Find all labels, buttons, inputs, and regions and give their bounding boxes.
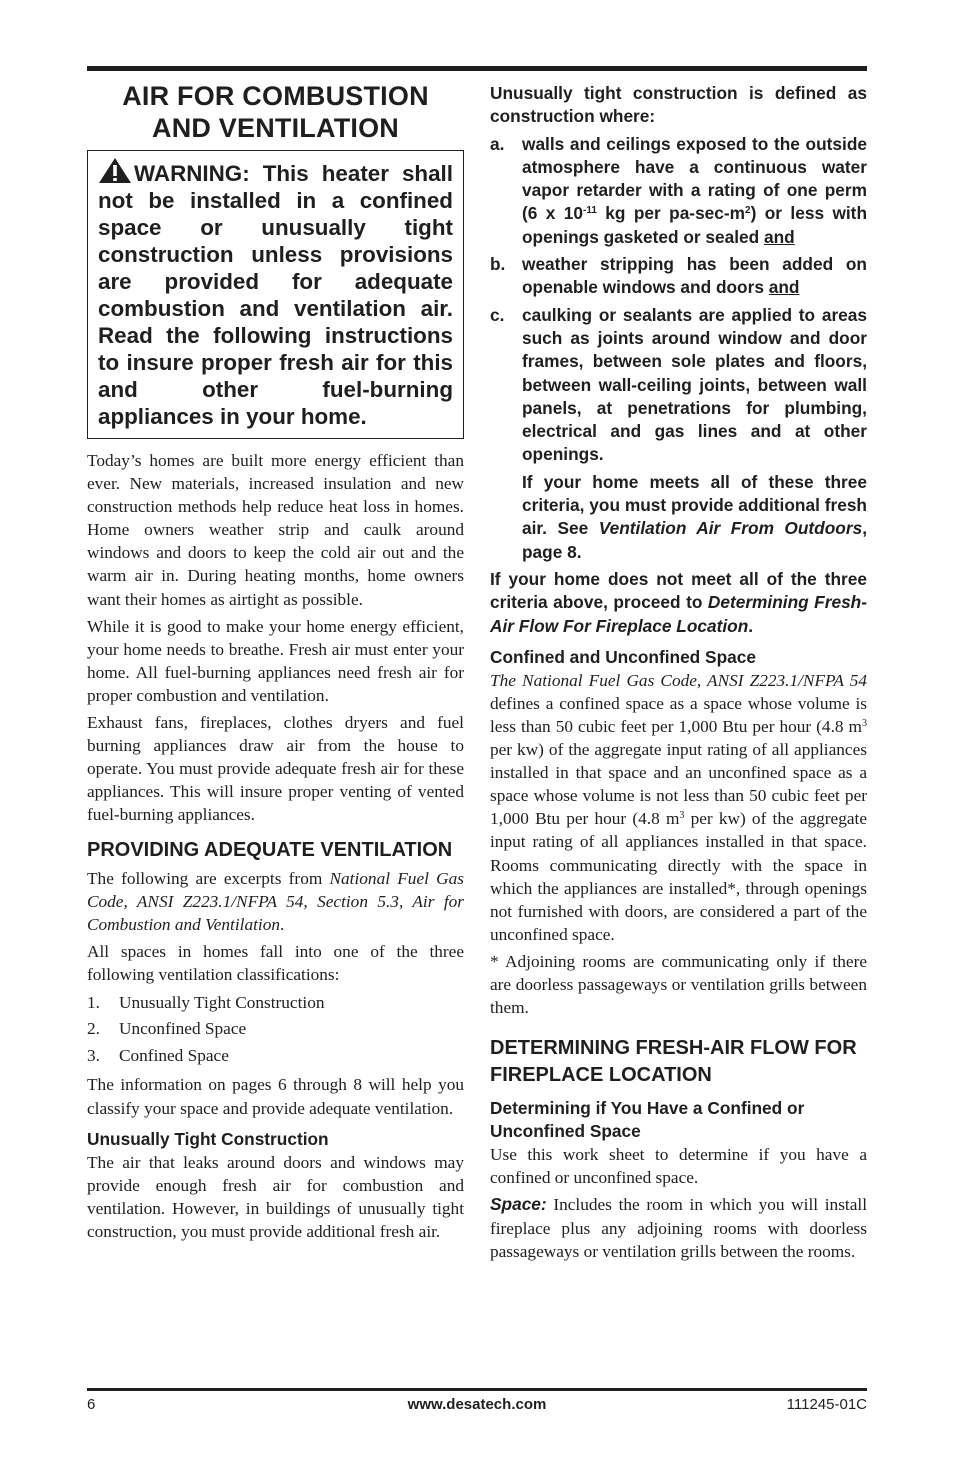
- tight-paragraph: The air that leaks around doors and windows may provide enough fresh air for combustion and ventilation. However, in buildings of unusually tight construction, you must provide additional fresh air.: [87, 1152, 464, 1241]
- criteria-not-met-note: If your home does not meet all of the three criteria above, proceed to Determining Fresh-Air Flow For Fireplace Location.: [490, 568, 867, 636]
- page-number: 6: [87, 1396, 96, 1413]
- space-paragraph: Space: Includes the room in which you will install fireplace plus any adjoining rooms with doorless passageways or ventilation grills between the rooms.: [490, 1194, 867, 1261]
- criteria-met-note: If your home meets all of these three criteria, you must provide additional fresh air. See Ventilation Air From Outdoors, page 8.: [522, 471, 868, 562]
- intro-paragraph: Today’s homes are built more energy efficient than ever. New materials, increased insulation and new construction methods help reduce heat loss in homes. Home owners weather strip and caulk around windows and doors to keep the cold air out and the warm air in. During heating months, home owners want their homes as airtight as possible.: [87, 451, 464, 609]
- bottom-rule: [87, 1388, 867, 1391]
- list-item: b. weather stripping has been added on openable windows and doors and: [490, 254, 867, 298]
- classification-list: [87, 990, 464, 1070]
- website-url: www.desatech.com: [407, 1396, 547, 1413]
- confined-heading: Confined and Unconfined Space: [490, 646, 756, 667]
- intro-paragraph: While it is good to make your home energy efficient, your home needs to breathe. Fresh air must enter your home. All fuel-burning appliances need fresh air for proper combustion and ventilation.: [87, 616, 464, 705]
- determining-subheading: Determining if You Have a Confined or Unconfined Space: [490, 1098, 805, 1142]
- warning-triangle-icon: [98, 157, 132, 182]
- top-rule: [87, 66, 867, 71]
- list-item: 3. Confined Space: [87, 1045, 229, 1065]
- list-item: a. walls and ceilings exposed to the outside atmosphere have a continuous water vapor retarder with a rating of one perm (6 x $10^{-11}$ kg per $pa-\sec-m^2$) or less with openings gasketed or sealed and: [490, 133, 867, 247]
- determining-heading: DETERMINING FRESH-AIR FLOW FOR FIREPLACE LOCATION: [490, 1037, 857, 1087]
- warning-text: WARNING: This heater shall not be installed in a confined space or unusually tight construction unless provisions are provided for adequate combustion and ventilation air. Read the following instructions to insure proper fresh air for this and other fuel-burning appliances in your home.: [98, 161, 453, 429]
- document-number: 111245-01C: [786, 1396, 867, 1413]
- right-column: [490, 82, 867, 1267]
- list-item: 1. Unusually Tight Construction: [87, 992, 325, 1012]
- excerpt-paragraph: The following are excerpts from National Fuel Gas Code, ANSI Z223.1/NFPA 54, Section 5.3, Air for Combustion and Ventilation.: [87, 868, 464, 934]
- confined-paragraph: The National Fuel Gas Code, ANSI Z223.1/NFPA 54 defines a confined space as a space whose volume is less than 50 cubic feet per 1,000 Btu per hour (4.8 $m^3$ per kw) of the aggregate input rating of all appliances installed in that space and an unconfined space as a space whose volume is not less than 50 cubic feet per 1,000 Btu per hour (4.8 $m^3$ per kw) of the aggregate input rating of all appliances installed in that space. Rooms communicating directly with the space in which the appliances are installed*, through openings not furnished with doors, are considered a part of the unconfined space.: [490, 670, 867, 944]
- list-item: 2. Unconfined Space: [87, 1019, 247, 1039]
- classes-intro: All spaces in homes fall into one of the three following ventilation classifications:: [87, 941, 464, 984]
- left-column: [87, 80, 464, 1247]
- section-title: AIR FOR COMBUSTION AND VENTILATION: [122, 81, 429, 143]
- pages-info: The information on pages 6 through 8 will help you classify your space and provide adequate ventilation.: [87, 1075, 464, 1118]
- worksheet-paragraph: Use this work sheet to determine if you have a confined or unconfined space.: [490, 1145, 867, 1188]
- excerpt-source: National Fuel Gas Code, ANSI Z223.1/NFPA 54, Section 5.3, Air for Combustion and Ventilation: [87, 868, 464, 934]
- warning-box: [87, 150, 464, 439]
- tight-defined-intro: Unusually tight construction is defined as construction where:: [490, 83, 867, 127]
- list-item: c. caulking or sealants are applied to areas such as joints around window and door frames, between sole plates and floors, between wall-ceiling joints, between wall panels, at penetrations for plumbing, electrical and gas lines and at other openings.: [490, 304, 867, 465]
- providing-heading: PROVIDING ADEQUATE VENTILATION: [87, 838, 453, 861]
- intro-paragraph: Exhaust fans, fireplaces, clothes dryers and fuel burning appliances draw air from the house to operate. You must provide adequate fresh air for these appliances. This will insure proper venting of vented fuel-burning appliances.: [87, 713, 464, 825]
- footnote: * Adjoining rooms are communicating only if there are doorless passageways or ventilation grills between them.: [490, 951, 867, 1018]
- tight-heading: Unusually Tight Construction: [87, 1128, 329, 1149]
